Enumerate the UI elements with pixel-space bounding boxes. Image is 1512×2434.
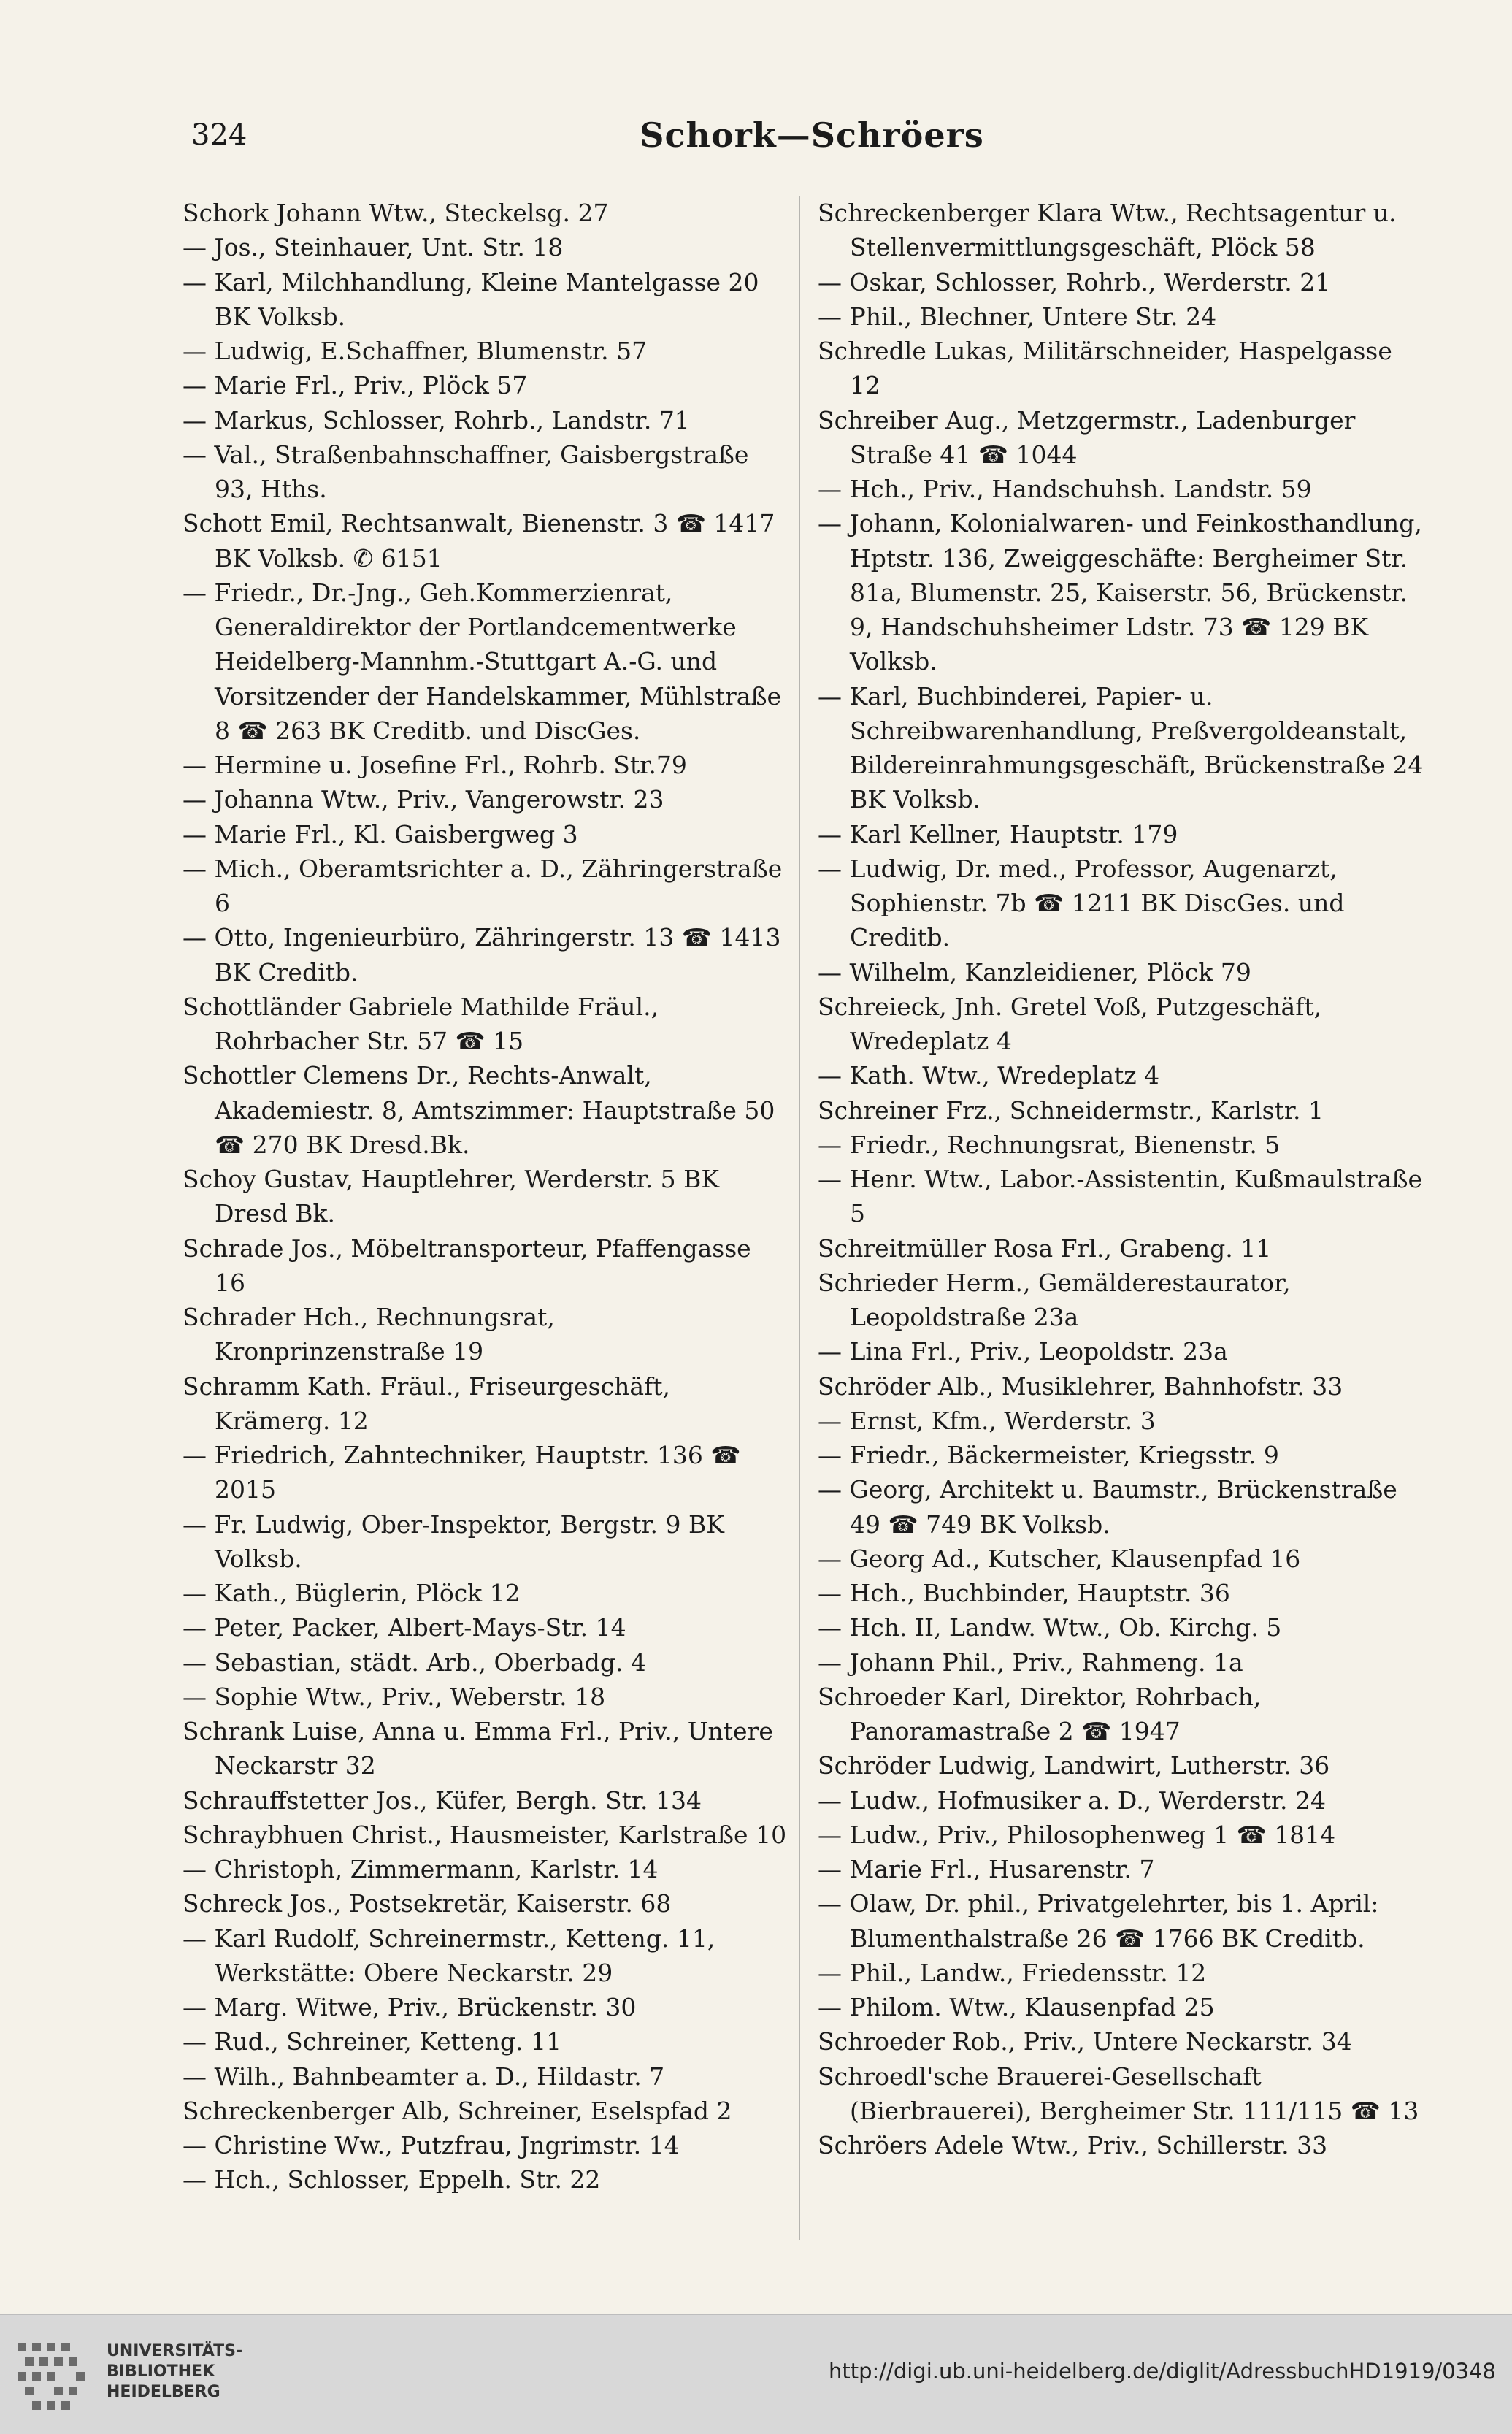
directory-entry: — Friedrich, Zahntechniker, Hauptstr. 136 ☎ 2015 [183, 1441, 741, 1504]
directory-entry: — Ludwig, E.Schaffner, Blumenstr. 57 [183, 337, 648, 365]
directory-entry: Schreckenberger Klara Wtw., Rechtsagentur u. Stellenvermittlungsgeschäft, Plöck 58 [818, 199, 1397, 262]
directory-entry: — Rud., Schreiner, Ketteng. 11 [183, 2027, 561, 2056]
directory-entry: Schreieck, Jnh. Gretel Voß, Putzgeschäft, Wredeplatz 4 [818, 992, 1322, 1055]
directory-entry: — Ludw., Priv., Philosophenweg 1 ☎ 1814 [818, 1820, 1336, 1849]
directory-entry: — Sebastian, städt. Arb., Oberbadg. 4 [183, 1647, 647, 1677]
page-number: 324 [191, 118, 247, 152]
directory-entry: — Christine Ww., Putzfrau, Jngrimstr. 14 [183, 2131, 680, 2159]
directory-entry: — Hch., Schlosser, Eppelh. Str. 22 [183, 2165, 601, 2194]
directory-entry: — Ernst, Kfm., Werderstr. 3 [818, 1406, 1156, 1435]
running-head: Schork—Schröers [640, 115, 984, 155]
directory-entry: Schott Emil, Rechtsanwalt, Bienenstr. 3 ☎ 1417 BK Volksb. ✆ 6151 [183, 509, 775, 573]
directory-entry: — Friedr., Rechnungsrat, Bienenstr. 5 [818, 1130, 1281, 1159]
library-logo-icon [10, 2332, 98, 2420]
directory-entry: — Johann Phil., Priv., Rahmeng. 1a [818, 1647, 1243, 1677]
directory-entry: — Kath., Büglerin, Plöck 12 [183, 1579, 521, 1607]
directory-entry: — Ludwig, Dr. med., Professor, Augenarzt, Sophienstr. 7b ☎ 1211 BK DiscGes. und Creditb. [818, 854, 1345, 952]
directory-entry: — Karl Kellner, Hauptstr. 179 [818, 819, 1178, 849]
directory-entry: Schreiber Aug., Metzgermstr., Ladenburger Straße 41 ☎ 1044 [818, 405, 1356, 469]
directory-entry: — Karl, Milchhandlung, Kleine Mantelgasse 20 BK Volksb. [183, 267, 759, 331]
directory-entry: — Marie Frl., Kl. Gaisbergweg 3 [183, 819, 578, 849]
library-name-line: HEIDELBERG [107, 2383, 220, 2401]
directory-entry: — Phil., Blechner, Untere Str. 24 [818, 302, 1217, 331]
directory-entry: Schottländer Gabriele Mathilde Fräul., Rohrbacher Str. 57 ☎ 15 [183, 992, 659, 1055]
left-column [183, 196, 788, 2197]
right-column [818, 196, 1424, 2162]
directory-entry: — Georg, Architekt u. Baumstr., Brückenstraße 49 ☎ 749 BK Volksb. [818, 1475, 1397, 1539]
directory-entry: — Karl Rudolf, Schreinermstr., Ketteng. 11, Werkstätte: Obere Neckarstr. 29 [183, 1924, 715, 1987]
directory-entry: Schroeder Karl, Direktor, Rohrbach, Panoramastraße 2 ☎ 1947 [818, 1682, 1262, 1745]
directory-entry: — Friedr., Dr.-Jng., Geh.Kommerzienrat, Generaldirektor der Portlandcementwerke Heidelberg-Mannhm.-Stuttgart A.-G. und Vorsitzender der Handelskammer, Mühlstraße 8 ☎ 263 BK Creditb. und DiscGes. [183, 578, 782, 745]
directory-entry: — Johann, Kolonialwaren- und Feinkosthandlung, Hptstr. 136, Zweiggeschäfte: Bergheimer Str. 81a, Blumenstr. 25, Kaiserstr. 56, Brückenstr. 9, Handschuhsheimer Ldstr. 73 ☎ 129 BK Volksb. [818, 509, 1422, 676]
directory-entry: Schrauffstetter Jos., Küfer, Bergh. Str. 134 [183, 1786, 702, 1815]
directory-entry: — Philom. Wtw., Klausenpfad 25 [818, 1993, 1215, 2021]
directory-entry: — Hch., Priv., Handschuhsh. Landstr. 59 [818, 475, 1312, 503]
directory-entry: Schraybhuen Christ., Hausmeister, Karlstraße 10 [183, 1820, 787, 1849]
directory-entry: — Kath. Wtw., Wredeplatz 4 [818, 1061, 1160, 1090]
directory-entry: — Markus, Schlosser, Rohrb., Landstr. 71 [183, 405, 690, 435]
directory-entry: — Marie Frl., Husarenstr. 7 [818, 1855, 1155, 1883]
directory-entry: Schork Johann Wtw., Steckelsg. 27 [183, 199, 609, 227]
directory-entry: — Lina Frl., Priv., Leopoldstr. 23a [818, 1337, 1228, 1366]
directory-entry: — Mich., Oberamtsrichter a. D., Zähringerstraße 6 [183, 854, 783, 917]
directory-entry: — Hermine u. Josefine Frl., Rohrb. Str.79 [183, 751, 687, 779]
directory-entry: Schrank Luise, Anna u. Emma Frl., Priv., Untere Neckarstr 32 [183, 1717, 773, 1780]
directory-entry: — Peter, Packer, Albert-Mays-Str. 14 [183, 1613, 626, 1642]
directory-entry: — Marie Frl., Priv., Plöck 57 [183, 371, 528, 400]
directory-entry: Schramm Kath. Fräul., Friseurgeschäft, Krämerg. 12 [183, 1371, 670, 1435]
directory-entry: Schrader Hch., Rechnungsrat, Kronprinzenstraße 19 [183, 1303, 555, 1366]
directory-entry: — Olaw, Dr. phil., Privatgelehrter, bis 1. April: Blumenthalstraße 26 ☎ 1766 BK Creditb. [818, 1889, 1379, 1953]
library-name [107, 2341, 242, 2403]
directory-entry: — Fr. Ludwig, Ober-Inspektor, Bergstr. 9 BK Volksb. [183, 1509, 724, 1573]
directory-entry: — Georg Ad., Kutscher, Klausenpfad 16 [818, 1544, 1301, 1573]
directory-entry: — Johanna Wtw., Priv., Vangerowstr. 23 [183, 785, 664, 814]
directory-entry: — Ludw., Hofmusiker a. D., Werderstr. 24 [818, 1786, 1326, 1815]
library-name-line: UNIVERSITÄTS- [107, 2342, 243, 2360]
directory-entry: — Phil., Landw., Friedensstr. 12 [818, 1958, 1207, 1987]
directory-entry: Schroeder Rob., Priv., Untere Neckarstr. 34 [818, 2027, 1352, 2056]
directory-entry: Schröder Alb., Musiklehrer, Bahnhofstr. 33 [818, 1371, 1343, 1401]
directory-entry: — Marg. Witwe, Priv., Brückenstr. 30 [183, 1993, 637, 2021]
directory-entry: — Wilh., Bahnbeamter a. D., Hildastr. 7 [183, 2062, 665, 2091]
directory-entry: Schröder Ludwig, Landwirt, Lutherstr. 36 [818, 1751, 1330, 1780]
directory-entry: — Sophie Wtw., Priv., Weberstr. 18 [183, 1682, 606, 1711]
directory-entry: Schroedl'sche Brauerei-Gesellschaft (Bierbrauerei), Bergheimer Str. 111/115 ☎ 13 [818, 2062, 1419, 2125]
directory-entry: — Christoph, Zimmermann, Karlstr. 14 [183, 1855, 659, 1883]
directory-entry: — Oskar, Schlosser, Rohrb., Werderstr. 21 [818, 267, 1331, 296]
directory-entry: — Karl, Buchbinderei, Papier- u. Schreibwarenhandlung, Preßvergoldeanstalt, Bildereinrahmungsgeschäft, Brückenstraße 24 BK Volksb. [818, 681, 1424, 814]
directory-entry: — Henr. Wtw., Labor.-Assistentin, Kußmaulstraße 5 [818, 1165, 1423, 1228]
directory-entry: — Hch. II, Landw. Wtw., Ob. Kirchg. 5 [818, 1613, 1282, 1642]
directory-entry: — Friedr., Bäckermeister, Kriegsstr. 9 [818, 1441, 1279, 1469]
directory-entry: — Otto, Ingenieurbüro, Zähringerstr. 13 ☎ 1413 BK Creditb. [183, 923, 781, 987]
directory-entry: — Wilhelm, Kanzleidiener, Plöck 79 [818, 957, 1251, 987]
footer-bar [0, 2314, 1512, 2434]
column-divider [799, 196, 800, 2240]
directory-entry: Schröers Adele Wtw., Priv., Schillerstr. 33 [818, 2131, 1328, 2159]
directory-entry: Schoy Gustav, Hauptlehrer, Werderstr. 5 BK Dresd Bk. [183, 1165, 720, 1228]
directory-entry: Schreiner Frz., Schneidermstr., Karlstr. 1 [818, 1095, 1324, 1125]
source-url-link[interactable]: http://digi.ub.uni-heidelberg.de/diglit/AdressbuchHD1919/0348 [828, 2359, 1496, 2384]
directory-entry: Schottler Clemens Dr., Rechts-Anwalt, Akademiestr. 8, Amtszimmer: Hauptstraße 50 ☎ 270 BK Dresd.Bk. [183, 1061, 775, 1159]
directory-entry: Schreck Jos., Postsekretär, Kaiserstr. 68 [183, 1889, 672, 1918]
directory-entry: Schredle Lukas, Militärschneider, Haspelgasse 12 [818, 337, 1392, 400]
directory-entry: Schreckenberger Alb, Schreiner, Eselspfad 2 [183, 2096, 732, 2125]
page-header [191, 110, 1432, 161]
directory-entry: — Hch., Buchbinder, Hauptstr. 36 [818, 1579, 1230, 1607]
library-name-line: BIBLIOTHEK [107, 2362, 215, 2381]
directory-entry: Schreitmüller Rosa Frl., Grabeng. 11 [818, 1233, 1272, 1263]
directory-entry: Schrade Jos., Möbeltransporteur, Pfaffengasse 16 [183, 1233, 751, 1297]
directory-entry: — Jos., Steinhauer, Unt. Str. 18 [183, 233, 564, 262]
directory-entry: Schrieder Herm., Gemälderestaurator, Leopoldstraße 23a [818, 1268, 1291, 1331]
directory-entry: — Val., Straßenbahnschaffner, Gaisbergstraße 93, Hths. [183, 440, 749, 503]
